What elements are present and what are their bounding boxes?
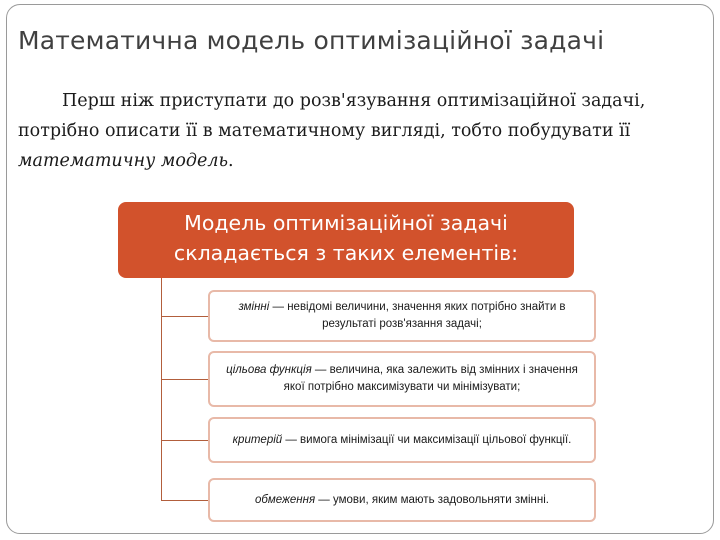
tree-connector-branch xyxy=(161,500,208,501)
diagram-header-line-1: Модель оптимізаційної задачі xyxy=(184,211,508,235)
element-term: змінні xyxy=(238,301,270,313)
tree-connector-branch xyxy=(161,379,208,380)
element-description: — умови, яким мають задовольняти змінні. xyxy=(315,493,550,506)
element-box-variables xyxy=(208,290,596,342)
diagram-header xyxy=(118,202,574,278)
element-description: — невідомі величини, значення яких потрібно знайти в результаті розв'язання задачі; xyxy=(269,301,566,330)
intro-emphasis: математичну модель xyxy=(18,151,228,171)
element-box-constraints xyxy=(208,478,596,522)
element-term: обмеження xyxy=(254,493,316,506)
element-box-criterion xyxy=(208,417,596,463)
tree-connector-vertical xyxy=(161,278,162,500)
intro-paragraph xyxy=(18,86,704,176)
diagram-header-line-2: складається з таких елементів: xyxy=(173,241,519,265)
slide-title: Математична модель оптимізаційної задачі xyxy=(18,26,605,55)
element-description: — величина, яка залежить від змінних і значення якої потрібно максимізувати чи мінімізувати; xyxy=(283,364,578,393)
tree-connector-branch xyxy=(161,316,208,317)
element-term: цільова функція xyxy=(226,364,312,376)
element-term: критерій xyxy=(232,433,283,446)
tree-connector-branch xyxy=(161,440,208,441)
intro-text: Перш ніж приступати до розв'язування оптимізаційної задачі, потрібно описати її в математичному вигляді, тобто побудувати її xyxy=(18,91,646,141)
intro-period: . xyxy=(228,151,234,171)
element-description: — вимога мінімізації чи максимізації цільової функції. xyxy=(282,433,572,446)
element-box-objective-function xyxy=(208,351,596,407)
